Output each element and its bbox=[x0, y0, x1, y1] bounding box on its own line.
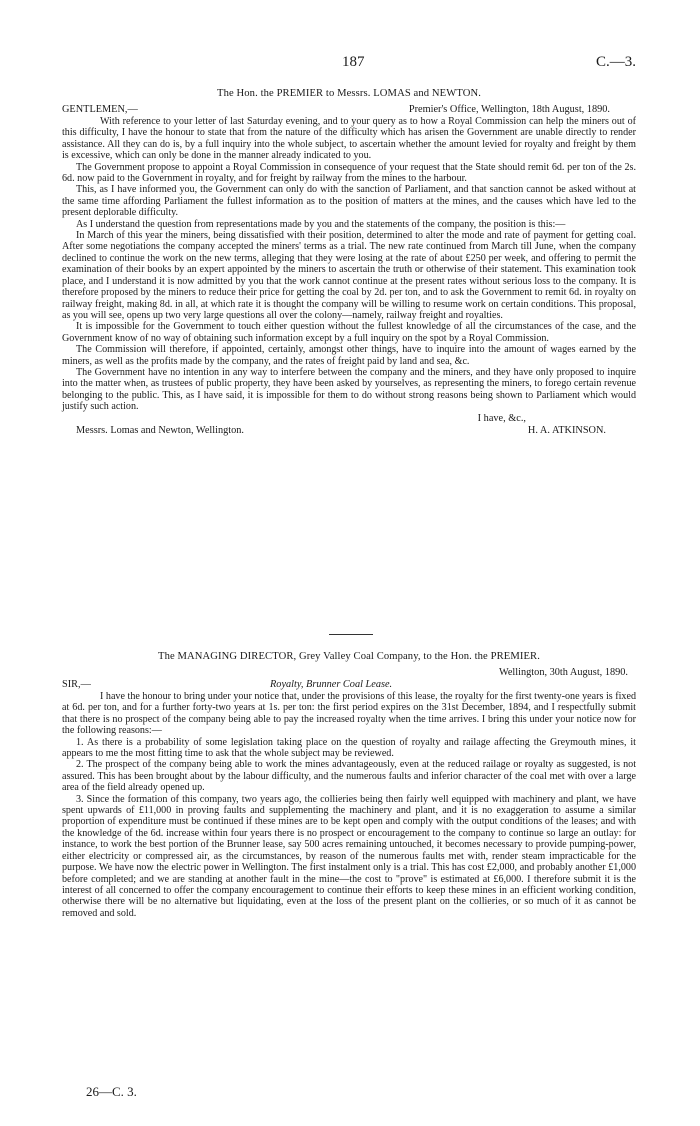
letter2-place-date: Wellington, 30th August, 1890. bbox=[498, 667, 628, 678]
letter2-paragraph-1: I have the honour to bring under your notice that, under the provisions of this lease, the royalty for the first twenty-one years is fixed at 6d. per ton, and for a further forty-two years at 1s. per ton: the first period expires on the 31st December, 1894, and I respectfully submit that there is no prospect of the company being able to pay the increased royalty when the time arrives. I bring this under your notice now for the following reasons:— bbox=[62, 691, 636, 737]
page-header bbox=[62, 54, 636, 74]
letter1-closing: I have, &c., bbox=[477, 412, 526, 424]
letter1-paragraph-7: The Commission will therefore, if appointed, certainly, amongst other things, have to inquire into the amount of wages earned by the miners, as well as the profits made by the company, and the rates of freight paid by land and sea, &c. bbox=[62, 344, 636, 367]
document-reference: C.—3. bbox=[595, 54, 636, 70]
page-signature-mark: 26—C. 3. bbox=[86, 1084, 137, 1099]
letter2-paragraph-4: 3. Since the formation of this company, two years ago, the collieries being then fairly well equipped with machinery and plant, we have spent upwards of £11,000 in proving faults and supplementing the machinery and plant, and it is no exaggeration to assume a similar proportion of expenditure must be continued if these mines are to be kept open and comply with the output conditions of the leases; and with the knowledge of the 6d. increase within four years there is no prospect or encouragement to the company to continue so large an outlay: for instance, to work the best portion of the Brunner lease, say 500 acres remaining untouched, it becomes necessary to provide pumping-power, either electricity or compressed air, as the circumstances, by reason of the numerous faults met with, render steam impracticable for the purpose. We have now the electric power in Wellington. The first instalment only is a trial. This has cost £2,000, and probably another £1,000 before completed; and we are standing at another fault in the mine—the cost to "prove" is estimated at £6,000. I therefore submit it is the interest of all concerned to offer the company encouragement to continue their efforts to keep these mines in an efficient working condition, otherwise there will be no alternative but liquidating, even at the loss of the present plant on the collieries, or so much of it as cannot be removed and sold. bbox=[62, 793, 636, 919]
letter2-title: The MANAGING DIRECTOR, Grey Valley Coal Company, to the Hon. the PREMIER. bbox=[158, 651, 540, 662]
letter1-place-date: Premier's Office, Wellington, 18th August, 1890. bbox=[408, 104, 610, 115]
letter1-paragraph-3: This, as I have informed you, the Government can only do with the sanction of Parliament, and that sanction cannot be asked without at the same time affording Parliament the fullest information as to the position of matters at the mines, and the causes which have led to the present deplorable difficulty. bbox=[62, 184, 636, 219]
letter2-paragraph-2: 1. As there is a probability of some legislation taking place on the question of royalty and railage affecting the Greymouth mines, it appears to me the most fitting time to ask that the whole subject may be reviewed. bbox=[62, 736, 636, 760]
letter2-body bbox=[62, 667, 636, 919]
letter1-closing-row bbox=[62, 413, 636, 425]
letter1-paragraph-8: The Government have no intention in any way to interfere between the company and the miners, and they have only proposed to inquire into the matter when, as trustees of public property, they have been asked by yourselves, as representing the miners, to forego certain revenue belonging to the public. This, as I have said, it is impossible for them to do without strong reasons being shown to Parliament which would justify such action. bbox=[62, 366, 636, 413]
letter1-salutation-row bbox=[62, 104, 636, 116]
letter1-paragraph-4: As I understand the question from representations made by you and the statements of the company, the position is this:— bbox=[76, 218, 566, 230]
letter1-address-row bbox=[62, 425, 636, 437]
letter2-paragraph-3: 2. The prospect of the company being able to work the mines advantageously, even at the reduced railage or royalty as suggested, is not assured. This has been brought about by the labour difficulty, and the numerous faults and inferior character of the coal met with over a large area of the field already opened up. bbox=[62, 759, 636, 794]
letter1-paragraph-6: It is impossible for the Government to touch either question without the fullest knowledge of all the circumstances of the case, and the Government know of no way of obtaining such information except by a full inquiry on the spot by a Royal Commission. bbox=[62, 321, 636, 344]
letter2-subject: Royalty, Brunner Coal Lease. bbox=[270, 679, 393, 690]
letter2-place-date-row bbox=[62, 667, 636, 679]
letter2-salutation-row bbox=[62, 679, 636, 691]
letter1-salutation: GENTLEMEN,— bbox=[62, 104, 138, 115]
letter1-signature: H. A. ATKINSON. bbox=[527, 424, 606, 436]
letter1-paragraph-2: The Government propose to appoint a Royal Commission in consequence of your request that the State should remit 6d. per ton of the 2s. 6d. now paid to the Government in royalty, and for freight by railway from the mines to the harbour. bbox=[62, 161, 636, 185]
letter1-paragraph-1: With reference to your letter of last Saturday evening, and to your query as to how a Royal Commission can help the miners out of this difficulty, I have the honour to state that from the nature of the difficulty which has arisen the Government are unable directly to render assistance. All they can do is, by a full inquiry into the whole subject, to ascertain whether the amount levied for royalty and freight by them is excessive, which can only be done in the manner already indicated to you. bbox=[62, 116, 636, 162]
letter1-addressee: Messrs. Lomas and Newton, Wellington. bbox=[76, 424, 245, 436]
letter1-body bbox=[62, 104, 636, 437]
letter2-salutation: SIR,— bbox=[62, 679, 91, 690]
page-number: 187 bbox=[342, 54, 365, 70]
section-divider bbox=[329, 634, 373, 635]
letter1-paragraph-5: In March of this year the miners, being dissatisfied with their position, determined to alter the mode and rate of payment for getting coal. After some negotiations the company accepted the miners' terms as a trial. The new rate continued from March till June, when the company declined to continue the work on the new terms, alleging that they were losing at the rate of about £250 per week, and offering to permit the examination of their books by an expert appointed by the miners to ascertain the truth or otherwise of their statement. This examination took place, and I understand it is now admitted by you that the work cannot continue at the present rates without serious loss to the company. It is therefore proposed by the miners to reduce their price for getting the coal by 2d. per ton, and to ask the Government to remit 6d. in royalty on railway freight, making 8d. in all, at which rate it is thought the company will be willing to resume work on certain conditions. This proposal, as you will see, opens up two very large questions all over the colony—namely, railway freight and royalties. bbox=[62, 230, 636, 321]
letter1-title: The Hon. the PREMIER to Messrs. LOMAS and NEWTON. bbox=[217, 88, 481, 99]
